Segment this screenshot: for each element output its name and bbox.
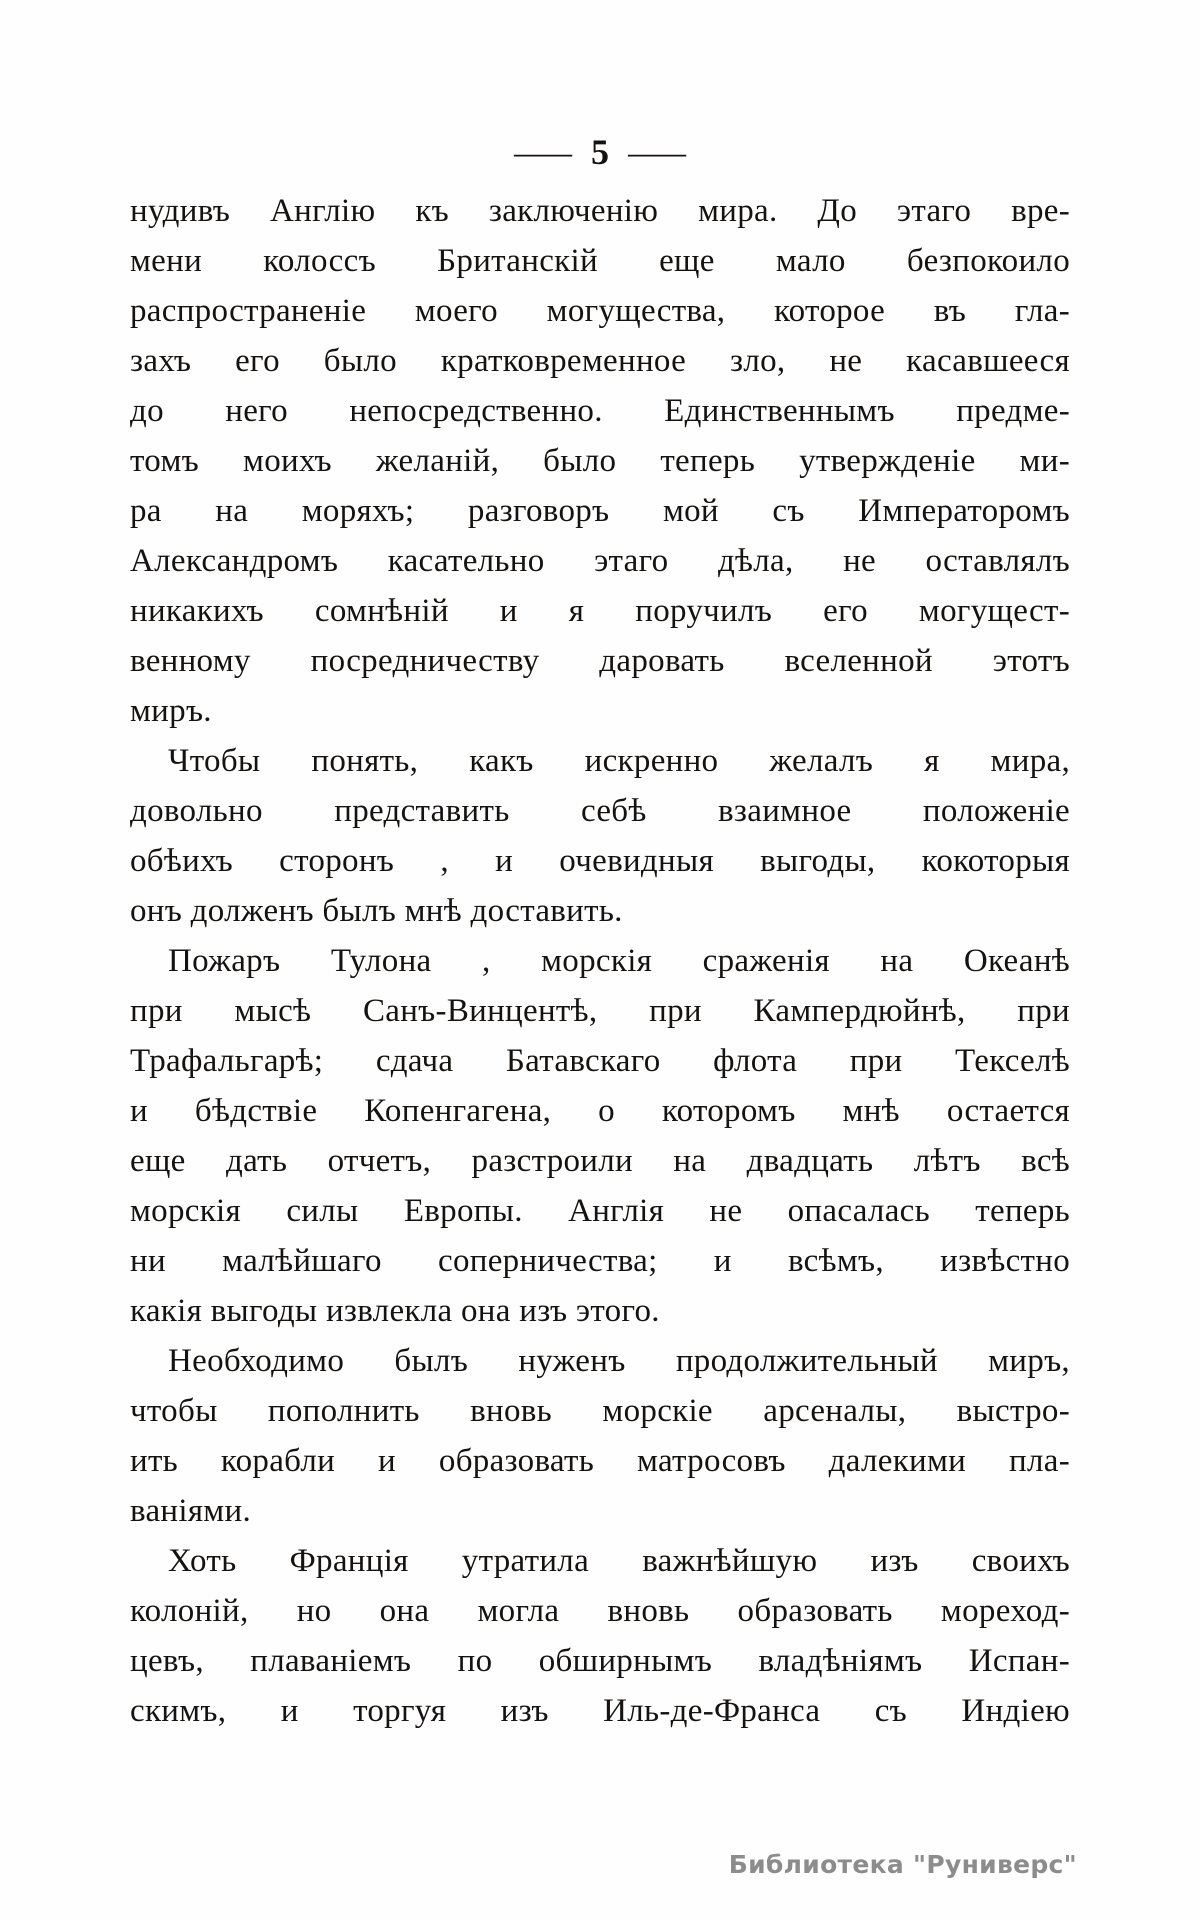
text-line: при мысѣ Санъ-Винцентѣ, при Кампердюйнѣ, при xyxy=(130,993,1070,1029)
text-line: ить корабли и образовать матросовъ далекими пла- xyxy=(130,1443,1070,1479)
text-block xyxy=(130,186,1070,1736)
paragraph xyxy=(130,936,1070,1336)
text-line: онъ долженъ былъ мнѣ доставить. xyxy=(130,893,623,929)
text-line: и бѣдствіе Копенгагена, о которомъ мнѣ остается xyxy=(130,1093,1070,1129)
header-left-dash: — xyxy=(514,132,572,172)
text-line: еще дать отчетъ, разстроили на двадцать лѣтъ всѣ xyxy=(130,1143,1070,1179)
text-line: захъ его было кратковременное зло, не касавшееся xyxy=(130,343,1070,379)
text-line: Пожаръ Тулона , морскія сраженія на Океанѣ xyxy=(168,943,1070,979)
text-line: скимъ, и торгуя изъ Иль-де-Франса съ Индіею xyxy=(130,1693,1070,1729)
text-line: Александромъ касательно этаго дѣла, не оставлялъ xyxy=(130,543,1070,579)
text-line: морскія силы Европы. Англія не опасалась теперь xyxy=(130,1193,1070,1229)
header-right-dash: — xyxy=(628,132,686,172)
text-line: какія выгоды извлекла она изъ этого. xyxy=(130,1293,660,1329)
text-line: томъ моихъ желаній, было теперь утвержденіе ми- xyxy=(130,443,1070,479)
text-line: Трафальгарѣ; сдача Батавскаго флота при Текселѣ xyxy=(130,1043,1070,1079)
paragraph xyxy=(130,186,1070,736)
text-line: никакихъ сомнѣній и я поручилъ его могущест- xyxy=(130,593,1070,629)
text-line: ни малѣйшаго соперничества; и всѣмъ, извѣстно xyxy=(130,1243,1070,1279)
text-line: миръ. xyxy=(130,693,212,729)
text-line: нудивъ Англію къ заключенію мира. До этаго вре- xyxy=(130,193,1070,229)
text-line: ра на моряхъ; разговоръ мой съ Императоромъ xyxy=(130,493,1070,529)
text-line: колоній, но она могла вновь образовать мореход- xyxy=(130,1593,1070,1629)
text-line: венному посредничеству даровать вселенной этотъ xyxy=(130,643,1070,679)
text-line: Чтобы понять, какъ искренно желалъ я мира, xyxy=(168,743,1070,779)
text-line: чтобы пополнить вновь морскіе арсеналы, выстро- xyxy=(130,1393,1070,1429)
text-line: обѣихъ сторонъ , и очевидныя выгоды, кокоторыя xyxy=(130,843,1070,879)
library-watermark: Библиотека "Руниверс" xyxy=(728,1850,1077,1879)
page-number: 5 xyxy=(591,132,609,172)
paragraph xyxy=(130,1536,1070,1736)
text-line: Необходимо былъ нуженъ продолжительный миръ, xyxy=(168,1343,1070,1379)
text-line: цевъ, плаваніемъ по обширнымъ владѣніямъ Испан- xyxy=(130,1643,1070,1679)
text-line: ваніями. xyxy=(130,1493,251,1529)
text-line: мени колоссъ Британскій еще мало безпокоило xyxy=(130,243,1070,279)
paragraph xyxy=(130,736,1070,936)
text-line: довольно представить себѣ взаимное положеніе xyxy=(130,793,1070,829)
page-header xyxy=(130,128,1070,176)
text-line: Хоть Франція утратила важнѣйшую изъ своихъ xyxy=(168,1543,1070,1579)
text-line: распространеніе моего могущества, которое въ гла- xyxy=(130,293,1070,329)
text-line: до него непосредственно. Единственнымъ предме- xyxy=(130,393,1070,429)
paragraph xyxy=(130,1336,1070,1536)
